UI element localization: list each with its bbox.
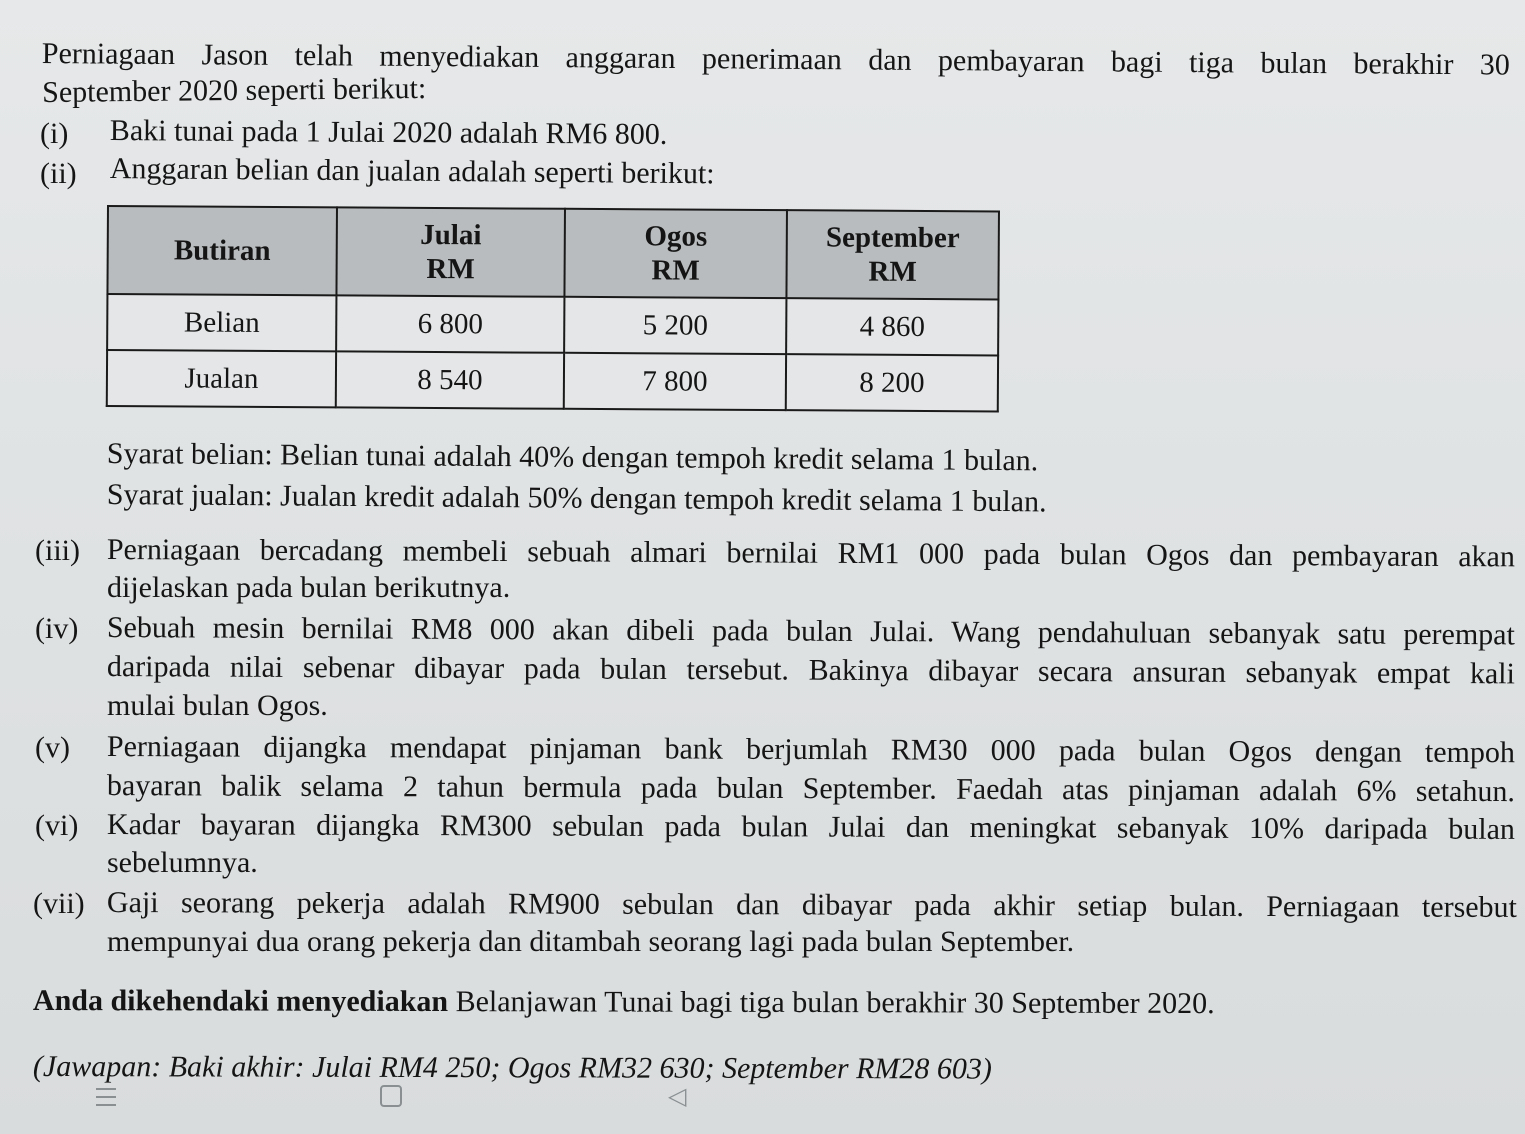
task-instruction [33,983,1215,1022]
purchase-sales-table [106,205,1000,412]
system-navigation-bar [0,1082,1525,1112]
table-header-row [107,206,999,299]
item-iii-number: (iii) [35,534,80,567]
item-ii-text: Anggaran belian dan jualan adalah seperti berikut: [109,151,715,191]
home-square-icon[interactable] [380,1085,402,1107]
item-ii-number: (ii) [40,157,77,190]
intro-line-2: September 2020 seperti berikut: [42,71,427,109]
item-v-line-2: bayaran balik selama 2 tahun bermula pada bulan September. Faedah atas pinjaman adalah 6% setahun. [106,769,1515,809]
back-triangle-icon[interactable]: ◁ [668,1082,687,1110]
answer-hint: (Jawapan: Baki akhir: Julai RM4 250; Ogos RM32 630; September RM28 603) [32,1050,992,1086]
item-vi-line-2: sebelumnya. [107,846,258,879]
cell-jualan-september: 8 200 [786,354,998,411]
cell-jualan-julai: 8 540 [336,351,564,408]
sales-terms: Syarat jualan: Jualan kredit adalah 50% dengan tempoh kredit selama 1 bulan. [106,477,1047,519]
header-september: September RM [786,210,999,299]
item-vii-line-1: Gaji seorang pekerja adalah RM900 sebulan dan dibayar pada akhir setiap bulan. Perniagaan tersebut [106,886,1517,924]
item-iii-line-2: dijelaskan pada bulan berikutnya. [107,571,511,604]
purchase-terms: Syarat belian: Belian tunai adalah 40% dengan tempoh kredit selama 1 bulan. [106,436,1039,478]
header-ogos: Ogos RM [564,209,787,298]
task-instruction-bold: Anda dikehendaki menyediakan [32,984,449,1019]
item-v-line-1: Perniagaan dijangka mendapat pinjaman bank berjumlah RM30 000 pada bulan Ogos dengan tempoh [106,730,1515,770]
cell-belian-julai: 6 800 [336,295,564,352]
item-iv-number: (iv) [35,612,79,645]
item-vii-number: (vii) [33,887,85,920]
item-v-number: (v) [35,731,70,764]
item-iv-line-3: mulai bulan Ogos. [107,689,328,722]
task-instruction-rest: Belanjawan Tunai bagi tiga bulan berakhir 30 September 2020. [448,985,1215,1021]
cell-belian-september: 4 860 [786,298,998,355]
header-julai: Julai RM [336,207,565,296]
cell-belian-ogos: 5 200 [564,297,786,354]
menu-icon[interactable] [96,1088,116,1106]
item-vii-line-2: mempunyai dua orang pekerja dan ditambah seorang lagi pada bulan September. [107,925,1075,958]
row-label-jualan: Jualan [107,350,336,407]
item-vi-number: (vi) [35,809,79,842]
item-i-text: Baki tunai pada 1 Julai 2020 adalah RM6 800. [109,113,668,151]
intro-line-1: Perniagaan Jason telah menyediakan anggaran penerimaan dan pembayaran bagi tiga bulan berakhir 30 [41,36,1510,82]
item-iii-line-1: Perniagaan bercadang membeli sebuah almari bernilai RM1 000 pada bulan Ogos dan pembayaran akan [106,533,1515,574]
header-butiran: Butiran [107,206,337,295]
cell-jualan-ogos: 7 800 [564,353,786,410]
table-row [107,350,998,411]
item-iv-line-1: Sebuah mesin bernilai RM8 000 akan dibeli pada bulan Julai. Wang pendahuluan sebanyak satu perempat [106,611,1515,652]
table-row [107,294,998,355]
item-vi-line-1: Kadar bayaran dijangka RM300 sebulan pada bulan Julai dan meningkat sebanyak 10% daripada bulan [106,808,1515,846]
row-label-belian: Belian [107,294,336,351]
item-iv-line-2: daripada nilai sebenar dibayar pada bulan tersebut. Bakinya dibayar secara ansuran sebanyak empat kali [106,650,1515,691]
item-i-number: (i) [40,117,69,150]
